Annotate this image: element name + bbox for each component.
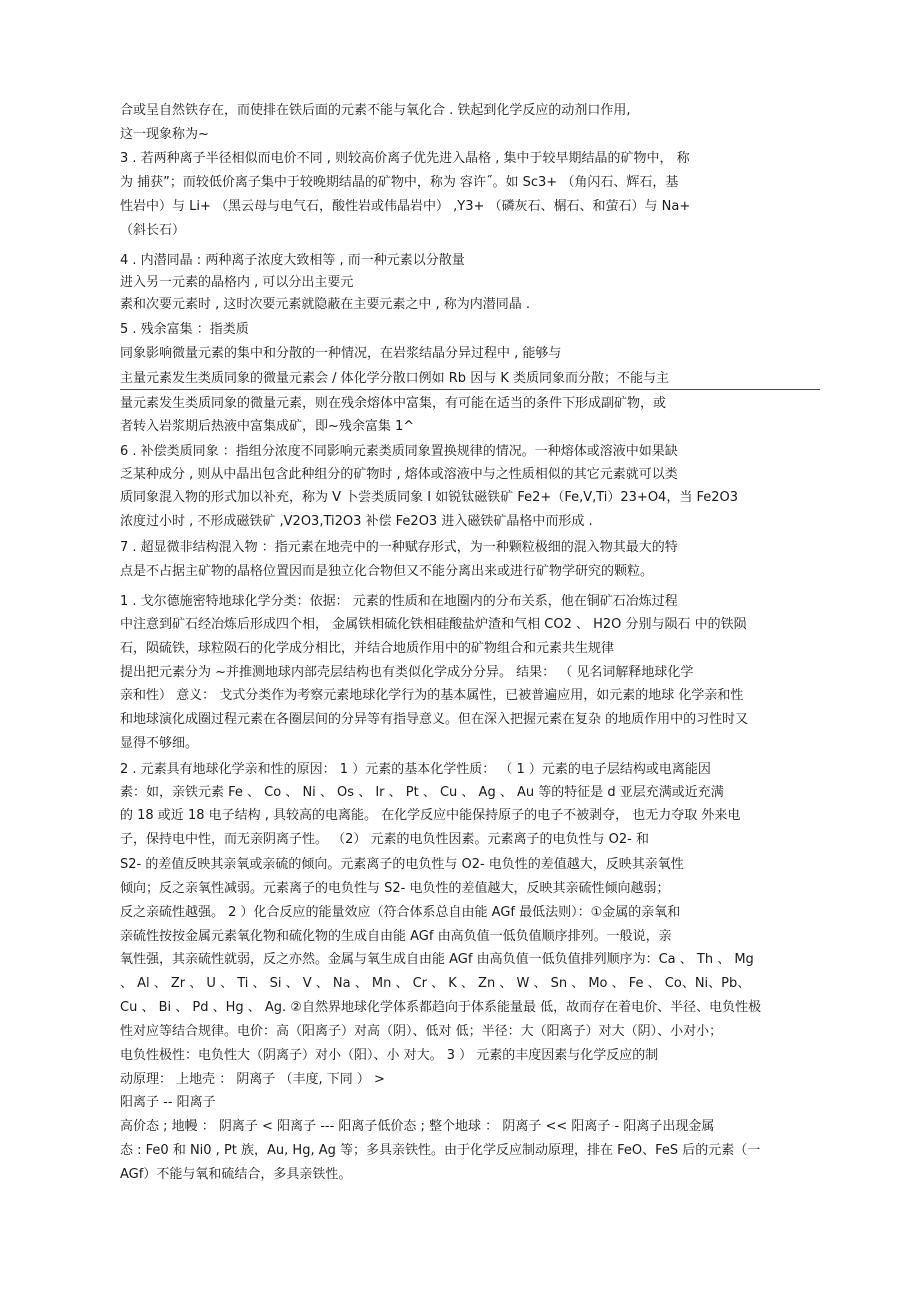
text-line: 反之亲硫性越强。 2 ）化合反应的能量效应（符合体系总自由能 AGf 最低法则）：①金属的亲氧和 bbox=[120, 905, 681, 920]
text-line: 7 . 超显微非结构混入物 ：指元素在地壳中的一种赋存形式，为一种颗粒极细的混入物其最大的特 bbox=[120, 540, 678, 555]
text-line: 主量元素发生类质同象的微量元素会 / 体化学分散口例如 Rb 因与 K 类质同象而分散；不能与主 bbox=[120, 369, 820, 390]
text-line: 合或呈自然铁存在，而使排在铁后面的元素不能与氧化合 . 铁起到化学反应的动剂口作用, bbox=[120, 103, 631, 118]
text-line: 提出把元素分为 ~并推测地球内部壳层结构也有类似化学成分分异。 结果： （ 见名词解释地球化学 bbox=[120, 665, 694, 680]
text-line: 子，保持电中性，而无亲阴离子性。 （2） 元素的电负性因素。元素离子的电负性与 O2- 和 bbox=[120, 832, 649, 847]
text-line: 石，陨硫铁，球粒陨石的化学成分相比，并结合地质作用中的矿物组合和元素共生规律 bbox=[120, 641, 615, 656]
text-line: 为 捕获”；而较低价离子集中于较晚期结晶的矿物中，称为 容许˝。如 Sc3+ （角闪石、辉石，基 bbox=[120, 175, 679, 190]
text-line: 2 . 元素具有地球化学亲和性的原因： 1 ）元素的基本化学性质： （ 1 ）元素的电子层结构或电离能因 bbox=[120, 762, 711, 777]
text-line: 性对应等结合规律。电价：高（阳离子）对高（阴）、低对 低；半径：大（阳离子）对大（阴）、小对小； bbox=[120, 1024, 723, 1039]
text-line: 1 . 戈尔德施密特地球化学分类：依据： 元素的性质和在地圈内的分布关系，他在铜矿石冶炼过程 bbox=[120, 594, 678, 609]
text-line: 5 . 残余富集 ：指类质 bbox=[120, 322, 249, 337]
text-line: 点是不占据主矿物的晶格位置因而是独立化合物但又不能分离出来或进行矿物学研究的颗粒。 bbox=[120, 564, 654, 579]
text-line: 素和次要元素时 , 这时次要元素就隐蔽在主要元素之中 , 称为内潜同晶 . bbox=[120, 297, 531, 312]
text-line: 亲硫性按按金属元素氧化物和硫化物的生成自由能 AGf 由高负值一低负值顺序排列。一般说，亲 bbox=[120, 929, 672, 944]
text-line: 、 Al 、 Zr 、 U 、 Ti 、 Si 、 V 、 Na 、 Mn 、 Cr 、 K 、 Zn 、 W 、 Sn 、 Mo 、 Fe 、 Co、Ni、Pb、 bbox=[120, 976, 751, 991]
text-line: 的 18 或近 18 电子结构 , 具较高的电离能。 在化学反应中能保持原子的电子不被剥夺， 也无力夺取 外来电 bbox=[120, 808, 741, 823]
text-line: （斜长石） bbox=[120, 223, 186, 238]
text-line: 和地球演化成圈过程元素在各圈层间的分异等有指导意义。但在深入把握元素在复杂 的地质作用中的习性时又 bbox=[120, 712, 749, 727]
text-line: 电负性极性：电负性大（阴离子）对小（阳）、小 对大。 3 ） 元素的丰度因素与化学反应的制 bbox=[120, 1048, 659, 1063]
text-line: 动原理： 上地壳 ： 阴离子 （丰度, 下同 ） > bbox=[120, 1072, 385, 1087]
text-line: 态 : Fe0 和 Ni0 , Pt 族，Au, Hg, Ag 等；多具亲铁性。由于化学反应制动原理，排在 FeO、FeS 后的元素（一 bbox=[120, 1143, 761, 1158]
text-line: 者转入岩浆期后热液中富集成矿，即~残余富集 1^ bbox=[120, 419, 415, 434]
text-line: 阳离子 -- 阳离子 bbox=[120, 1095, 216, 1110]
text-line: 质同象混入物的形式加以补充，称为 V 卜尝类质同象 I 如锐钛磁铁矿 Fe2+（Fe,V,Ti）23+O4，当 Fe2O3 bbox=[120, 490, 739, 505]
text-line: Cu 、 Bi 、 Pd 、Hg 、 Ag. ②自然界地球化学体系都趋向于体系能量最 低，故而存在着电价、半径、电负性极 bbox=[120, 1000, 762, 1015]
text-line: 亲和性） 意义： 戈式分类作为考察元素地球化学行为的基本属性，已被普遍应用，如元素的地球 化学亲和性 bbox=[120, 688, 744, 703]
text-line: 高价态 ; 地幔 ： 阴离子 < 阳离子 --- 阳离子低价态 ; 整个地球 ： 阴离子 << 阳离子 - 阳离子出现金属 bbox=[120, 1119, 715, 1134]
text-line: 乏某种成分 , 则从中晶出包含此种组分的矿物时 , 熔体或溶液中与之性质相似的其它元素就可以类 bbox=[120, 467, 678, 482]
text-line: 性岩中）与 Li+ （黑云母与电气石，酸性岩或伟晶岩中） ,Y3+ （磷灰石、榍石、和萤石）与 Na+ bbox=[120, 199, 691, 214]
text-line: S2- 的差值反映其亲氧或亲硫的倾向。元素离子的电负性与 O2- 电负性的差值越大，反映其亲氧性 bbox=[120, 857, 684, 872]
text-line: 这一现象称为~ bbox=[120, 127, 209, 142]
text-line: 6 . 补偿类质同象 ：指组分浓度不同影响元素类质同象置换规律的情况。一种熔体或溶液中如果缺 bbox=[120, 444, 678, 459]
text-line: 氧性强，其亲硫性就弱，反之亦然。金属与氧生成自由能 AGf 由高负值一低负值排列顺序为：Ca 、 Th 、 Mg bbox=[120, 952, 754, 967]
text-line: 素：如，亲铁元素 Fe 、 Co 、 Ni 、 Os 、 Ir 、 Pt 、 Cu 、 Ag 、 Au 等的特征是 d 亚层充满或近充满 bbox=[120, 785, 724, 800]
text-line: 同象影响微量元素的集中和分散的一种情况，在岩浆结晶分异过程中 , 能够与 bbox=[120, 346, 562, 361]
text-line: 中注意到矿石经冶炼后形成四个相， 金属铁相硫化铁相硅酸盐炉渣和气相 CO2 、 H2O 分别与陨石 中的铁陨 bbox=[120, 617, 747, 632]
text-line: 显得不够细。 bbox=[120, 736, 199, 751]
text-line: 4 . 内潜同晶 : 两种离子浓度大致相等 , 而一种元素以分散量 bbox=[120, 253, 465, 268]
text-line: 进入另一元素的晶格内 , 可以分出主要元 bbox=[120, 275, 354, 290]
text-line: 量元素发生类质同象的微量元素，则在残余熔体中富集，有可能在适当的条件下形成副矿物，或 bbox=[120, 396, 667, 411]
text-line: 3 . 若两种离子半径相似而电价不同 , 则较高价离子优先进入晶格 , 集中于较早期结晶的矿物中， 称 bbox=[120, 151, 690, 166]
text-line: 浓度过小时 , 不形成磁铁矿 ,V2O3,Ti2O3 补偿 Fe2O3 进入磁铁矿晶格中而形成 . bbox=[120, 514, 593, 529]
text-line: 倾向；反之亲氧性减弱。元素离子的电负性与 S2- 电负性的差值越大，反映其亲硫性倾向越弱； bbox=[120, 881, 670, 896]
text-line: AGf）不能与氧和硫结合，多具亲铁性。 bbox=[120, 1167, 352, 1182]
